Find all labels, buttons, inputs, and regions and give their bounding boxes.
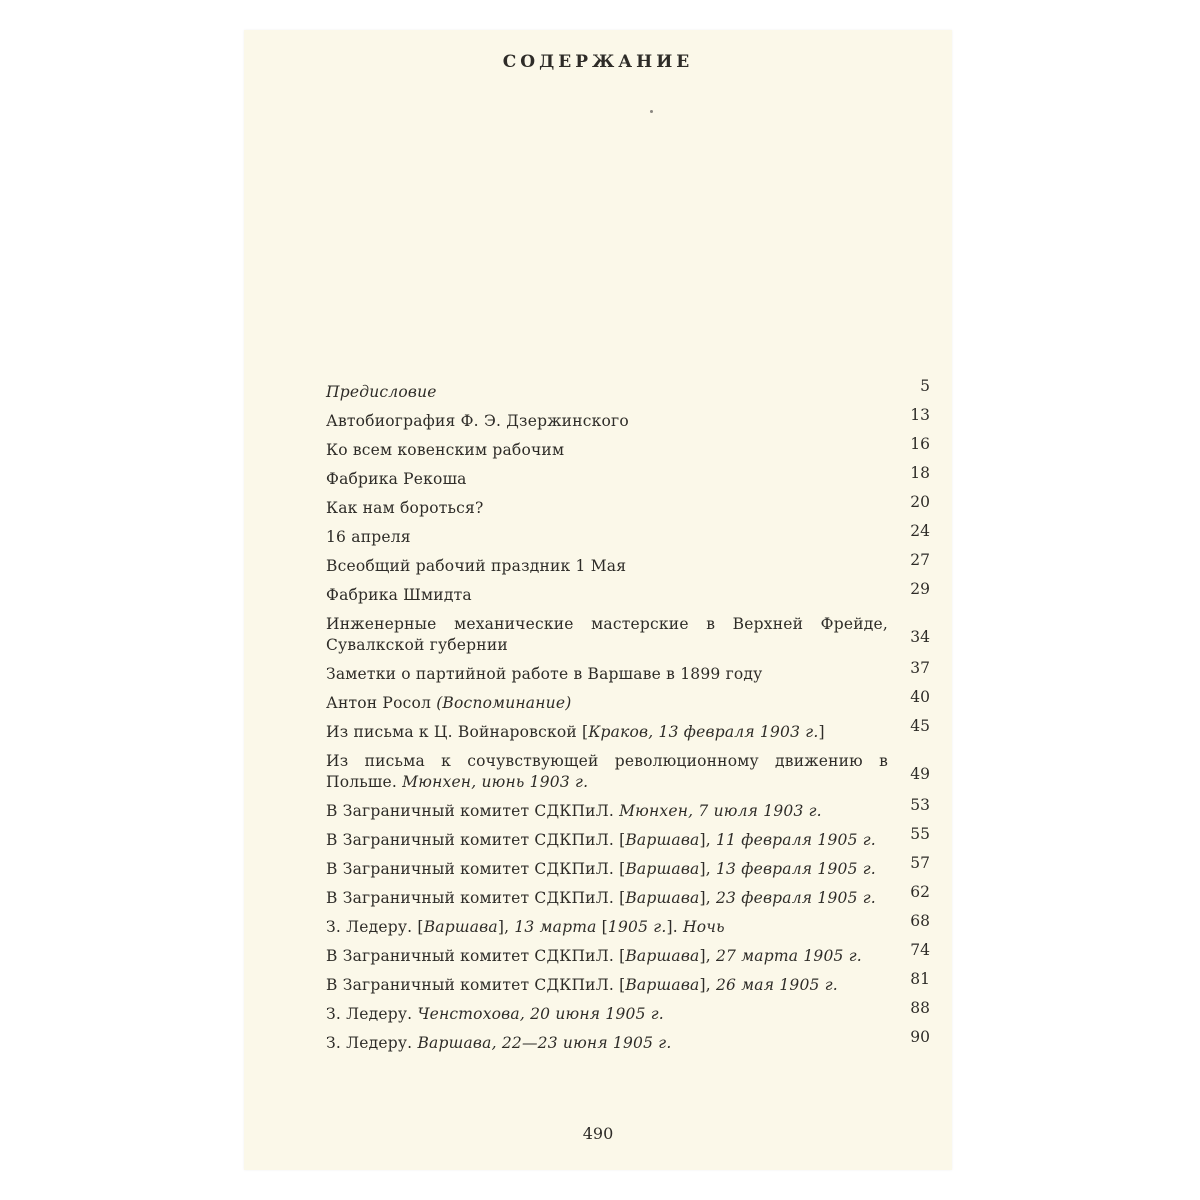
toc-entry-text: ],: [497, 918, 515, 936]
toc-heading: СОДЕРЖАНИЕ: [502, 52, 694, 72]
toc-entry-title: [326, 556, 926, 577]
toc-entry-italic-text: 1905 г.: [607, 918, 667, 936]
toc-entry-text: Фабрика Шмидта: [326, 586, 472, 604]
toc-entry-italic-text: (Воспоминание): [436, 694, 572, 712]
toc-entry: [326, 854, 930, 880]
toc-entry-page: 68: [910, 912, 930, 930]
toc-entry-italic-text: Варшава: [625, 889, 700, 907]
toc-entry-italic-text: 23 февраля 1905 г.: [716, 889, 876, 907]
toc-entry-page: 57: [910, 854, 930, 872]
toc-entry-italic-text: Варшава, 22—23 июня 1905 г.: [417, 1034, 672, 1052]
toc-entry-text: Всеобщий рабочий праздник 1 Мая: [326, 557, 627, 575]
toc-entry-text: Фабрика Рекоша: [326, 470, 467, 488]
toc-entry: [326, 435, 930, 461]
toc-entry-italic-text: 13 февраля 1905 г.: [716, 860, 876, 878]
toc-entry-text: З. Ледеру.: [326, 1034, 418, 1052]
toc-entry: [326, 999, 930, 1025]
toc-entry: [326, 406, 930, 432]
toc-entry: [326, 912, 930, 938]
toc-entry: [326, 659, 930, 685]
toc-entry-page: 24: [910, 522, 930, 540]
toc-entry-text: Автобиография Ф. Э. Дзержинского: [326, 412, 629, 430]
toc-entry-italic-text: Ночь: [682, 918, 725, 936]
toc-entry-title: [326, 1033, 926, 1054]
toc-entry-text: Из письма к Ц. Войнаровской [: [326, 723, 589, 741]
toc-entry-page: 16: [910, 435, 930, 453]
toc-entry-title: [326, 722, 926, 743]
page-number: 490: [582, 1124, 614, 1143]
toc-entry-text: ],: [699, 831, 716, 849]
table-of-contents: [326, 377, 930, 1062]
toc-entry: [326, 580, 930, 606]
toc-entry-italic-text: Ченстохова, 20 июня 1905 г.: [417, 1005, 664, 1023]
toc-entry: [326, 522, 930, 548]
toc-entry-text: З. Ледеру. [: [326, 918, 424, 936]
toc-entry-text: ],: [699, 976, 716, 994]
toc-entry: [326, 941, 930, 967]
toc-entry-italic-text: Мюнхен, 7 июля 1903 г.: [619, 802, 822, 820]
toc-entry-text: Заметки о партийной работе в Варшаве в 1899 году: [326, 665, 763, 683]
toc-entry-title: [326, 1004, 926, 1025]
toc-entry-title: [326, 946, 926, 967]
toc-entry-text: Инженерные механические мастерские в Верхней Фрейде, Сувалкской губернии: [326, 615, 888, 654]
toc-entry: [326, 796, 930, 822]
toc-entry-title: [326, 498, 926, 519]
toc-entry-text: [: [596, 918, 608, 936]
toc-entry-title: [326, 382, 926, 403]
toc-entry-text: В Заграничный комитет СДКПиЛ. [: [326, 860, 626, 878]
toc-entry: [326, 825, 930, 851]
toc-entry-text: Из письма к сочувствующей революционному движению в Польше.: [326, 752, 888, 791]
toc-entry-text: ].: [666, 918, 683, 936]
toc-entry: [326, 970, 930, 996]
toc-entry: [326, 883, 930, 909]
toc-entry-title: [326, 888, 926, 909]
toc-entry-text: В Заграничный комитет СДКПиЛ. [: [326, 976, 626, 994]
toc-entry-page: 37: [910, 659, 930, 677]
toc-entry: [326, 688, 930, 714]
toc-entry-page: 74: [910, 941, 930, 959]
toc-entry: [326, 493, 930, 519]
toc-entry-title: [326, 664, 926, 685]
toc-entry-italic-text: Мюнхен, июнь 1903 г.: [402, 773, 589, 791]
toc-entry-page: 49: [910, 765, 930, 783]
toc-entry-text: Как нам бороться?: [326, 499, 484, 517]
toc-entry-text: З. Ледеру.: [326, 1005, 418, 1023]
toc-entry-title: [326, 917, 926, 938]
toc-entry-page: 88: [910, 999, 930, 1017]
toc-entry-italic-text: Варшава: [625, 860, 700, 878]
toc-entry-page: 90: [910, 1028, 930, 1046]
toc-entry-page: 27: [910, 551, 930, 569]
toc-entry-italic-text: Варшава: [625, 976, 700, 994]
toc-entry-text: В Заграничный комитет СДКПиЛ. [: [326, 831, 626, 849]
toc-entry-text: Антон Росол: [326, 694, 437, 712]
toc-entry-page: 81: [910, 970, 930, 988]
toc-entry-italic-text: Краков, 13 февраля 1903 г.: [588, 723, 819, 741]
toc-entry-text: ],: [699, 860, 716, 878]
toc-entry-page: 55: [910, 825, 930, 843]
toc-entry-page: 40: [910, 688, 930, 706]
toc-entry-italic-text: Предисловие: [326, 383, 437, 401]
toc-entry-title: [326, 411, 926, 432]
toc-entry-title: [326, 693, 926, 714]
toc-entry-text: ],: [699, 947, 716, 965]
book-page: [244, 30, 952, 1170]
toc-entry-title: [326, 469, 926, 490]
toc-entry-italic-text: 26 мая 1905 г.: [716, 976, 838, 994]
toc-entry-title: [326, 527, 926, 548]
toc-entry-italic-text: 27 марта 1905 г.: [716, 947, 862, 965]
toc-entry-text: Ко всем ковенским рабочим: [326, 441, 565, 459]
toc-entry-title: [326, 614, 926, 656]
toc-entry-title: [326, 859, 926, 880]
toc-entry: [326, 751, 930, 793]
toc-entry-text: ]: [818, 723, 825, 741]
toc-entry: [326, 1028, 930, 1054]
toc-entry-page: 5: [920, 377, 930, 395]
toc-entry-italic-text: 11 февраля 1905 г.: [716, 831, 876, 849]
toc-entry: [326, 551, 930, 577]
toc-entry-title: [326, 585, 926, 606]
toc-entry-page: 62: [910, 883, 930, 901]
toc-entry-title: [326, 975, 926, 996]
toc-entry-page: 29: [910, 580, 930, 598]
toc-entry-text: В Заграничный комитет СДКПиЛ.: [326, 802, 620, 820]
toc-entry-title: [326, 830, 926, 851]
toc-entry-text: В Заграничный комитет СДКПиЛ. [: [326, 889, 626, 907]
toc-entry-title: [326, 801, 926, 822]
toc-entry: [326, 464, 930, 490]
toc-entry: [326, 614, 930, 656]
toc-entry-italic-text: Варшава: [625, 831, 700, 849]
toc-entry-italic-text: Варшава: [423, 918, 498, 936]
toc-entry-italic-text: Варшава: [625, 947, 700, 965]
toc-entry-text: ],: [699, 889, 716, 907]
toc-entry: [326, 717, 930, 743]
toc-entry-italic-text: 13 марта: [514, 918, 597, 936]
toc-entry-title: [326, 440, 926, 461]
toc-entry: [326, 377, 930, 403]
toc-entry-page: 34: [910, 628, 930, 646]
toc-entry-title: [326, 751, 926, 793]
toc-entry-text: В Заграничный комитет СДКПиЛ. [: [326, 947, 626, 965]
toc-entry-page: 18: [910, 464, 930, 482]
print-speck: [650, 110, 653, 113]
toc-entry-text: 16 апреля: [326, 528, 411, 546]
toc-entry-page: 45: [910, 717, 930, 735]
toc-entry-page: 53: [910, 796, 930, 814]
toc-entry-page: 20: [910, 493, 930, 511]
toc-entry-page: 13: [910, 406, 930, 424]
